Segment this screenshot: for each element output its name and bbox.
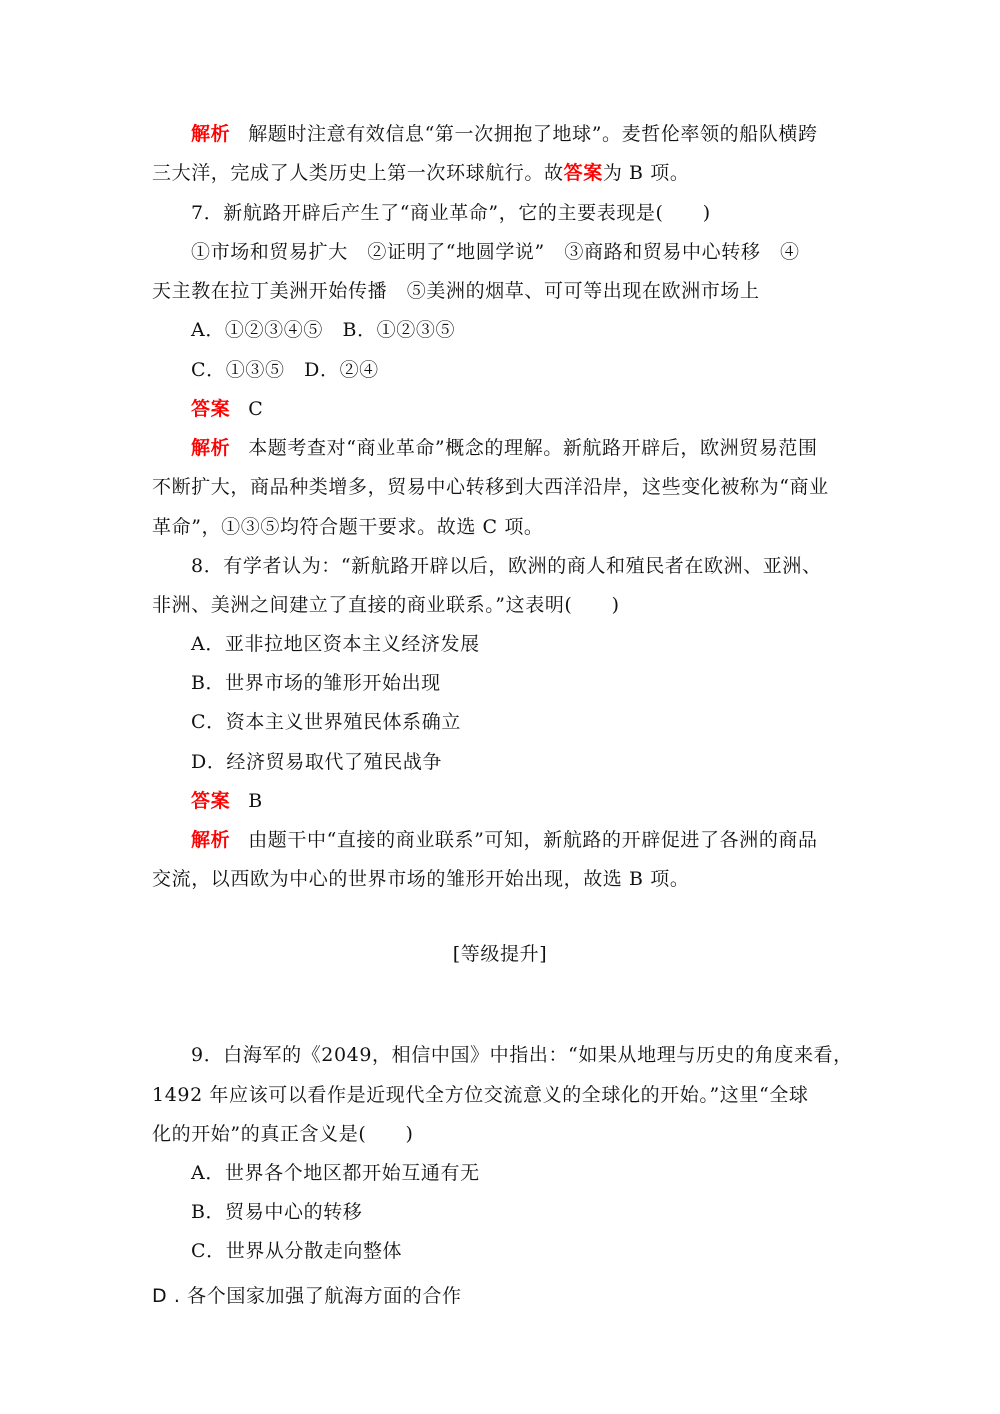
q7-answer-value: C — [248, 398, 264, 420]
q7-items-line-1: ①市场和贸易扩大 ②证明了“地圆学说” ③商路和贸易中心转移 ④ — [191, 241, 800, 263]
q7-analysis-line-1: 解析 本题考查对“商业革命”概念的理解。新航路开辟后，欧洲贸易范围 — [191, 437, 818, 459]
q7-stem: 7．新航路开辟后产生了“商业革命”，它的主要表现是( ) — [191, 202, 711, 224]
q6-analysis-line-1: 解析 解题时注意有效信息“第一次拥抱了地球”。麦哲伦率领的船队横跨 — [191, 123, 818, 145]
q9-stem-line-2: 1492 年应该可以看作是近现代全方位交流意义的全球化的开始。”这里“全球 — [152, 1084, 809, 1106]
q7-analysis-line-2: 不断扩大，商品种类增多，贸易中心转移到大西洋沿岸，这些变化被称为“商业 — [152, 476, 829, 498]
q6-analysis-line-2: 三大洋，完成了人类历史上第一次环球航行。故答案为 B 项。 — [152, 162, 690, 184]
q9-option-d: D . 各个国家加强了航海方面的合作 — [152, 1285, 462, 1307]
q8-analysis-line-1: 解析 由题干中“直接的商业联系”可知，新航路的开辟促进了各洲的商品 — [191, 829, 818, 851]
q8-answer — [191, 789, 891, 813]
q8-analysis-line-2: 交流，以西欧为中心的世界市场的雏形开始出现，故选 B 项。 — [152, 868, 690, 890]
q8-option-a: A．亚非拉地区资本主义经济发展 — [191, 633, 480, 655]
answer-label: 答案 — [191, 790, 231, 812]
q9-stem-line-3: 化的开始”的真正含义是( ) — [152, 1123, 414, 1145]
q8-stem-line-1: 8．有学者认为：“新航路开辟以后，欧洲的商人和殖民者在欧洲、亚洲、 — [191, 555, 822, 577]
section-heading: [等级提升] — [452, 943, 548, 965]
q9-option-a: A．世界各个地区都开始互通有无 — [191, 1162, 480, 1184]
q8-option-b: B．世界市场的雏形开始出现 — [191, 672, 441, 694]
analysis-label: 解析 — [191, 123, 231, 145]
q7-options-line-1: A．①②③④⑤ B．①②③⑤ — [191, 319, 456, 341]
analysis-label: 解析 — [191, 437, 231, 459]
q7-items-line-2: 天主教在拉丁美洲开始传播 ⑤美洲的烟草、可可等出现在欧洲市场上 — [152, 280, 760, 302]
q7-analysis-line-3: 革命”，①③⑤均符合题干要求。故选 C 项。 — [152, 516, 544, 538]
analysis-label: 解析 — [191, 829, 231, 851]
answer-label: 答案 — [191, 398, 231, 420]
q9-option-b: B．贸易中心的转移 — [191, 1201, 363, 1223]
q8-stem-line-2: 非洲、美洲之间建立了直接的商业联系。”这表明( ) — [152, 594, 620, 616]
q7-options-line-2: C．①③⑤ D．②④ — [191, 359, 379, 381]
q9-option-c: C．世界从分散走向整体 — [191, 1240, 403, 1262]
q8-option-c: C．资本主义世界殖民体系确立 — [191, 711, 461, 733]
answer-label-inline: 答案 — [563, 162, 603, 184]
q9-stem-line-1: 9．白海军的《2049，相信中国》中指出：“如果从地理与历史的角度来看， — [191, 1044, 853, 1066]
q8-option-d: D．经济贸易取代了殖民战争 — [191, 751, 443, 773]
q8-answer-value: B — [248, 790, 263, 812]
q7-answer — [191, 397, 891, 421]
